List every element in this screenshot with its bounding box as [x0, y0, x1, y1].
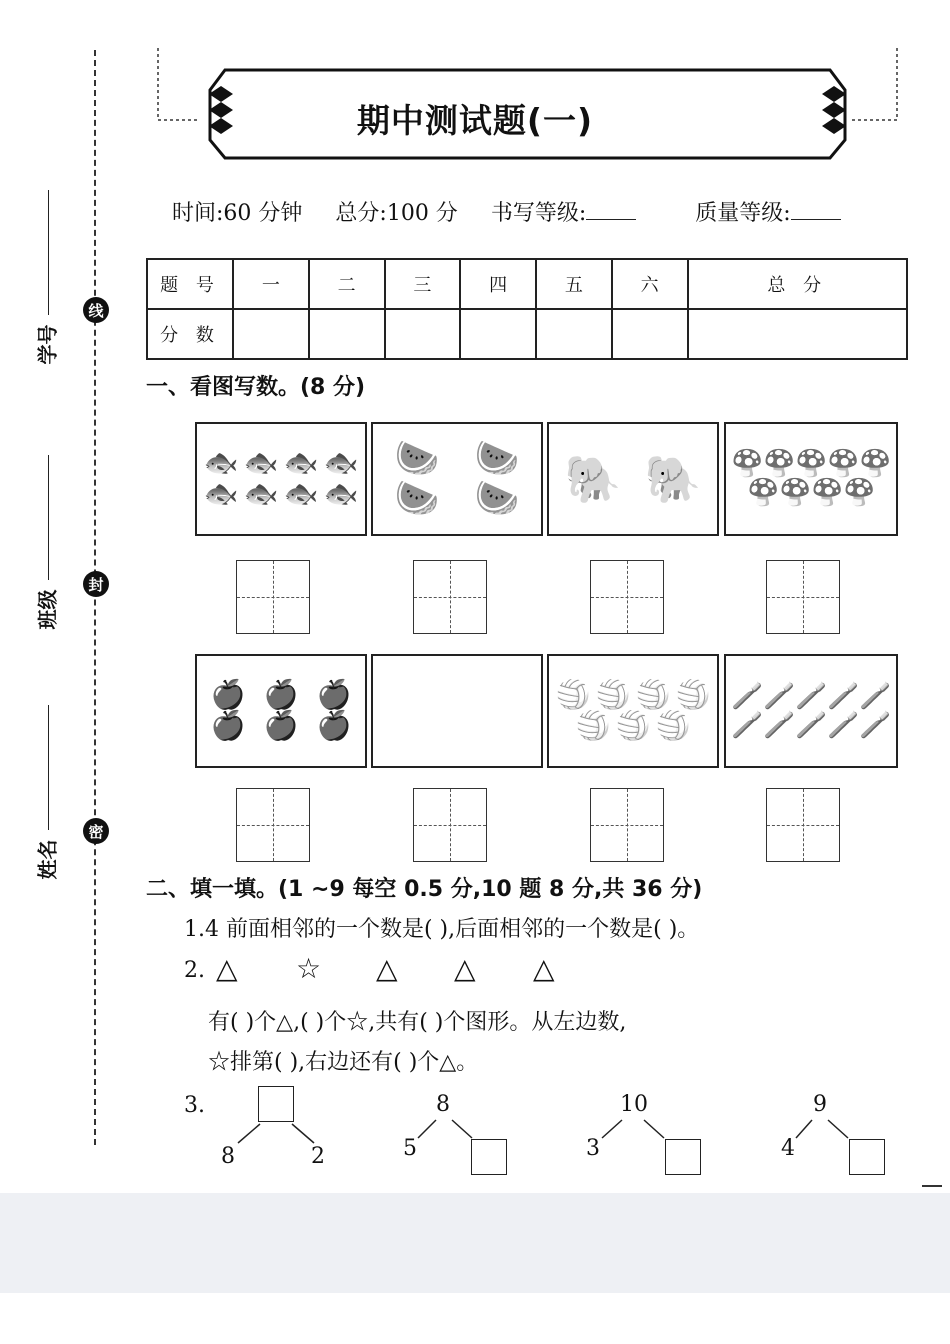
fish-icon: 🐟 — [323, 446, 359, 480]
score-cell[interactable] — [612, 309, 688, 359]
score-row-label: 分 数 — [147, 309, 233, 359]
apple-icon: 🍎 — [210, 709, 246, 742]
volleyball-icon: 🏐 — [615, 709, 651, 742]
score-col-1: 一 — [233, 259, 309, 309]
number-tree-right: 2 — [311, 1144, 325, 1169]
picture-watermelon — [371, 422, 543, 536]
toothbrush-icon: 🪥 — [859, 681, 892, 712]
score-cell[interactable] — [536, 309, 612, 359]
picture-fish — [195, 422, 367, 536]
picture-empty — [371, 654, 543, 768]
score-cell[interactable] — [688, 309, 908, 359]
picture-apple — [195, 654, 367, 768]
apple-icon: 🍎 — [263, 709, 299, 742]
writing-grade-blank[interactable] — [586, 201, 636, 220]
apple-icon: 🍎 — [316, 709, 352, 742]
apple-icon: 🍎 — [316, 678, 352, 712]
triangle-icon: △ — [376, 952, 398, 985]
score-table-header: 题 号 — [147, 259, 233, 309]
triangle-icon: △ — [454, 952, 476, 985]
exam-info — [172, 196, 893, 227]
toothbrush-icon: 🪥 — [763, 681, 796, 712]
fish-icon: 🐟 — [283, 446, 319, 480]
page-edge-mark — [922, 1185, 942, 1187]
class-field[interactable] — [48, 455, 49, 580]
fish-icon: 🐟 — [243, 477, 279, 510]
apple-icon: 🍎 — [210, 678, 246, 712]
mushroom-icon: 🍄 — [811, 478, 844, 508]
student-id-field[interactable] — [48, 190, 49, 315]
number-tree-left: 5 — [403, 1136, 417, 1161]
answer-writing-box[interactable] — [236, 560, 310, 634]
answer-writing-box[interactable] — [766, 788, 840, 862]
fish-icon: 🐟 — [323, 477, 359, 510]
number-tree-answer-box[interactable] — [258, 1086, 294, 1122]
binding-dashed-line — [94, 50, 96, 1145]
answer-writing-box[interactable] — [236, 788, 310, 862]
question-3-number: 3. — [184, 1093, 205, 1118]
score-col-6: 六 — [612, 259, 688, 309]
elephant-icon: 🐘 — [644, 451, 702, 506]
volleyball-icon: 🏐 — [595, 678, 631, 712]
score-col-4: 四 — [460, 259, 536, 309]
fish-icon: 🐟 — [283, 477, 319, 510]
mushroom-icon: 🍄 — [827, 449, 860, 480]
number-tree-left: 3 — [586, 1136, 600, 1161]
volleyball-icon: 🏐 — [655, 709, 691, 742]
elephant-icon: 🐘 — [564, 451, 622, 506]
fish-icon: 🐟 — [203, 477, 239, 510]
binding-circle-secret: 密 — [83, 818, 109, 844]
name-field[interactable] — [48, 705, 49, 830]
name-label: 姓名 — [35, 839, 60, 880]
student-id-label: 学号 — [35, 324, 60, 365]
number-tree-answer-box[interactable] — [849, 1139, 885, 1175]
answer-writing-box[interactable] — [413, 788, 487, 862]
toothbrush-icon: 🪥 — [795, 681, 828, 712]
question-2-line1: 有( )个△,( )个☆,共有( )个图形。从左边数, — [208, 1010, 627, 1035]
picture-toothbrush — [724, 654, 898, 768]
score-cell[interactable] — [460, 309, 536, 359]
watermelon-icon: 🍉 — [394, 478, 440, 519]
section2-title: 二、填一填。(1 ~9 每空 0.5 分,10 题 8 分,共 36 分) — [146, 877, 703, 902]
section1-title: 一、看图写数。(8 分) — [146, 375, 366, 400]
volleyball-icon: 🏐 — [635, 678, 671, 712]
number-tree-answer-box[interactable] — [471, 1139, 507, 1175]
score-table — [146, 258, 908, 360]
volleyball-icon: 🏐 — [675, 678, 711, 712]
total-score-info: 总分:100 分 — [335, 201, 458, 226]
volleyball-icon: 🏐 — [555, 678, 591, 712]
answer-writing-box[interactable] — [766, 560, 840, 634]
time-info: 时间:60 分钟 — [172, 201, 303, 226]
toothbrush-icon: 🪥 — [731, 710, 764, 740]
triangle-icon: △ — [216, 952, 238, 985]
volleyball-icon: 🏐 — [575, 709, 611, 742]
bottom-margin — [0, 1193, 950, 1293]
question-2-number: 2. — [184, 958, 205, 983]
mushroom-icon: 🍄 — [763, 449, 796, 480]
class-label: 班级 — [35, 589, 60, 630]
number-tree-answer-box[interactable] — [665, 1139, 701, 1175]
score-col-2: 二 — [309, 259, 385, 309]
bottom-strip — [0, 1293, 950, 1344]
mushroom-icon: 🍄 — [843, 478, 876, 508]
watermelon-icon: 🍉 — [474, 438, 520, 480]
toothbrush-icon: 🪥 — [731, 681, 764, 712]
toothbrush-icon: 🪥 — [827, 710, 860, 740]
watermelon-icon: 🍉 — [394, 438, 440, 480]
answer-writing-box[interactable] — [590, 560, 664, 634]
toothbrush-icon: 🪥 — [827, 681, 860, 712]
fish-icon: 🐟 — [243, 446, 279, 480]
number-tree-left: 4 — [781, 1136, 795, 1161]
picture-mushroom — [724, 422, 898, 536]
number-tree-top: 8 — [436, 1092, 450, 1117]
binding-circle-line: 线 — [83, 297, 109, 323]
mushroom-icon: 🍄 — [779, 478, 812, 508]
fish-icon: 🐟 — [203, 446, 239, 480]
page-title: 期中测试题(一) — [356, 101, 594, 140]
picture-elephant — [547, 422, 719, 536]
quality-grade-blank[interactable] — [791, 201, 841, 220]
score-col-3: 三 — [385, 259, 461, 309]
watermelon-icon: 🍉 — [474, 478, 520, 519]
number-tree-top: 9 — [813, 1092, 827, 1117]
writing-grade: 书写等级: — [491, 201, 662, 226]
score-cell[interactable] — [309, 309, 385, 359]
toothbrush-icon: 🪥 — [795, 710, 828, 740]
score-col-total: 总 分 — [688, 259, 908, 309]
score-cell[interactable] — [385, 309, 461, 359]
answer-writing-box[interactable] — [590, 788, 664, 862]
star-icon: ☆ — [296, 952, 322, 985]
mushroom-icon: 🍄 — [859, 449, 892, 480]
question-2-line2: ☆排第( ),右边还有( )个△。 — [208, 1050, 479, 1075]
question-1: 1.4 前面相邻的一个数是( ),后面相邻的一个数是( )。 — [184, 917, 700, 942]
number-tree-top: 10 — [620, 1092, 648, 1117]
apple-icon: 🍎 — [263, 678, 299, 712]
triangle-icon: △ — [533, 952, 555, 985]
answer-writing-box[interactable] — [413, 560, 487, 634]
toothbrush-icon: 🪥 — [763, 710, 796, 740]
mushroom-icon: 🍄 — [731, 449, 764, 480]
score-col-5: 五 — [536, 259, 612, 309]
quality-grade: 质量等级: — [695, 201, 866, 226]
toothbrush-icon: 🪥 — [859, 710, 892, 740]
mushroom-icon: 🍄 — [795, 449, 828, 480]
binding-circle-seal: 封 — [83, 571, 109, 597]
number-tree-left: 8 — [221, 1144, 235, 1169]
score-cell[interactable] — [233, 309, 309, 359]
picture-volleyball — [547, 654, 719, 768]
mushroom-icon: 🍄 — [747, 478, 780, 508]
